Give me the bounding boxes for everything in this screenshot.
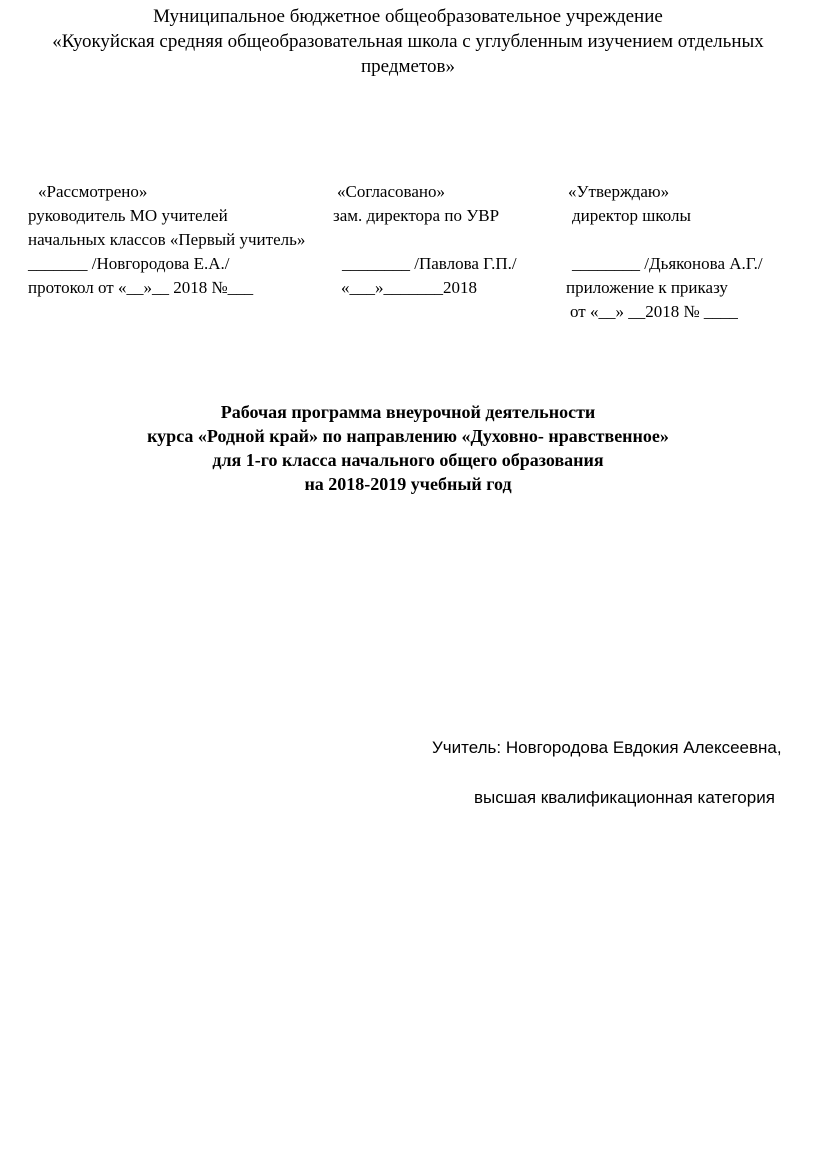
program-title (0, 400, 816, 496)
reviewed-signature: _______ /Новгородова Е.А./ (28, 254, 230, 273)
approval-block (0, 180, 816, 340)
agreed-signature: ________ /Павлова Г.П./ (342, 254, 517, 273)
program-title-line-2: курса «Родной край» по направлению «Духовно- нравственное» (147, 426, 669, 446)
program-title-line-1: Рабочая программа внеурочной деятельности (220, 402, 596, 422)
agreed-date: «___»_______2018 (341, 278, 477, 297)
reviewed-position: руководитель МО учителей (28, 206, 228, 225)
approved-appendix: приложение к приказу (566, 278, 728, 297)
approved-signature: ________ /Дьяконова А.Г./ (572, 254, 763, 273)
program-title-line-3: для 1-го класса начального общего образования (212, 450, 604, 470)
teacher-category: высшая квалификационная категория (474, 788, 775, 807)
school-name-continued: предметов» (361, 56, 455, 77)
program-title-line-4: на 2018-2019 учебный год (304, 474, 512, 494)
reviewed-protocol: протокол от «__»__ 2018 №___ (28, 278, 254, 297)
reviewed-position-continued: начальных классов «Первый учитель» (28, 230, 306, 249)
agreed-heading: «Согласовано» (337, 182, 445, 201)
teacher-name: Учитель: Новгородова Евдокия Алексеевна, (432, 738, 782, 757)
school-name: «Куокуйская средняя общеобразовательная школа с углубленным изучением отдельных (52, 31, 764, 52)
school-header (0, 4, 816, 79)
reviewed-heading: «Рассмотрено» (38, 182, 148, 201)
agreed-position: зам. директора по УВР (333, 206, 500, 225)
approved-heading: «Утверждаю» (568, 182, 670, 201)
school-type: Муниципальное бюджетное общеобразовательное учреждение (153, 6, 663, 27)
approved-position: директор школы (572, 206, 691, 225)
approved-date: от «__» __2018 № ____ (570, 302, 738, 321)
